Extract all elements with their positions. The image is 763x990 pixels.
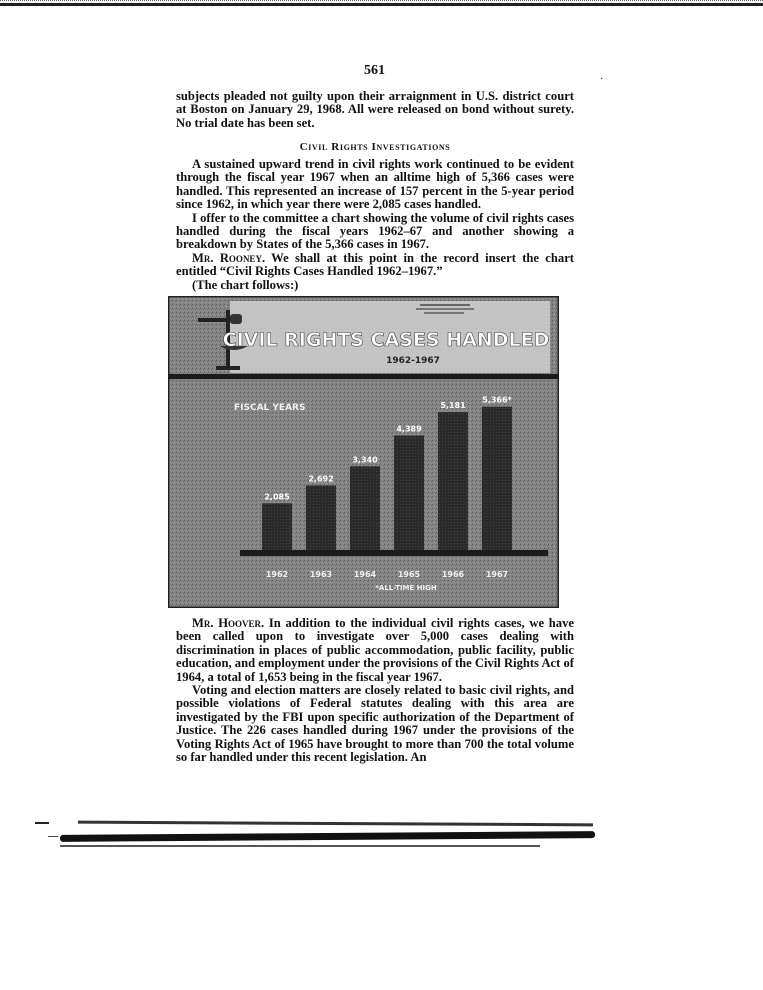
header-divider (168, 374, 559, 379)
scan-artifact (60, 831, 595, 842)
cases-chart (168, 296, 559, 608)
chart-title: CIVIL RIGHTS CASES HANDLED (222, 329, 550, 351)
speaker-rooney: Mr. Rooney. (192, 250, 266, 265)
scan-artifact (35, 822, 49, 824)
data-label-1967: 5,366* (482, 395, 512, 405)
bar-1963 (306, 485, 336, 550)
scan-artifact (48, 836, 58, 837)
paragraph-continuation: subjects pleaded not guilty upon their arraignment in U.S. district court at Boston on January 29, 1968. All were released on bond without surety. No trial date has been set. (176, 89, 574, 130)
paragraph-trend: A sustained upward trend in civil rights work continued to be evident through the fiscal year 1967 when an alltime high of 5,366 cases were handled. This represented an increase of 157 percent in the 5-year period since 1962, in which year there were 2,085 cases handled. (176, 157, 574, 212)
section-body (176, 158, 574, 292)
tick-label-1962: 1962 (265, 570, 289, 579)
paragraph-voting: Voting and election matters are closely related to basic civil rights, and possible violations of Federal statutes dealing with this area are investigated by the FBI upon specific authorization of the Department of Justice. The 226 cases handled during 1967 under the provisions of the Voting Rights Act of 1965 have brought to more than 700 the total volume so far handled under this recent legislation. An (176, 683, 574, 765)
hoover-text: In addition to the individual civil rights cases, we have been called upon to investigate over 5,000 cases dealing with discrimination in places of public accommodation, public facility, public education, and employment under the provisions of the Civil Rights Act of 1964, a total of 1,653 being in the fiscal year 1967. (176, 616, 574, 684)
paragraph-rooney (176, 252, 574, 279)
chart-follows-note: (The chart follows:) (192, 277, 299, 292)
chart-subtitle: 1962-1967 (386, 356, 440, 366)
paragraph-offer: I offer to the committee a chart showing the volume of civil rights cases handled during the fiscal years 1962–67 and another showing a breakdown by States of the 5,366 cases in 1967. (176, 210, 574, 252)
top-edge-dots (0, 0, 763, 2)
bar-1967 (482, 407, 512, 550)
speck: · (600, 74, 604, 85)
data-label-1965: 4,389 (396, 424, 422, 434)
rooney-text: We shall at this point in the record insert the chart entitled “Civil Rights Cases Handled 1962–1967.” (176, 250, 574, 279)
data-label-1966: 5,181 (440, 401, 466, 411)
tick-label-1966: 1966 (441, 570, 465, 579)
tick-label-1963: 1963 (309, 570, 333, 579)
section-heading: Civil Rights Investigations (299, 141, 451, 153)
section-body-continued (176, 617, 574, 764)
bar-1966 (438, 412, 468, 550)
tick-label-1964: 1964 (353, 570, 377, 579)
data-label-1964: 3,340 (352, 455, 378, 465)
page-number: 561 (364, 63, 385, 78)
data-label-1963: 2,692 (308, 474, 334, 484)
scan-artifact (60, 845, 540, 847)
data-label-1962: 2,085 (264, 492, 290, 502)
bar-1964 (350, 466, 380, 550)
chart-footnote: *ALL-TIME HIGH (375, 584, 437, 592)
tick-label-1965: 1965 (397, 570, 421, 579)
x-axis-label: FISCAL YEARS (234, 403, 306, 413)
speaker-hoover: Mr. Hoover. (192, 616, 265, 630)
bar-1965 (394, 435, 424, 550)
bar-1962 (262, 503, 292, 550)
baseline (240, 550, 548, 556)
top-edge-line (0, 3, 763, 6)
tick-label-1967: 1967 (485, 570, 509, 579)
scan-artifact (78, 821, 593, 827)
paragraph-hoover (176, 617, 574, 684)
chart-svg (168, 296, 559, 608)
